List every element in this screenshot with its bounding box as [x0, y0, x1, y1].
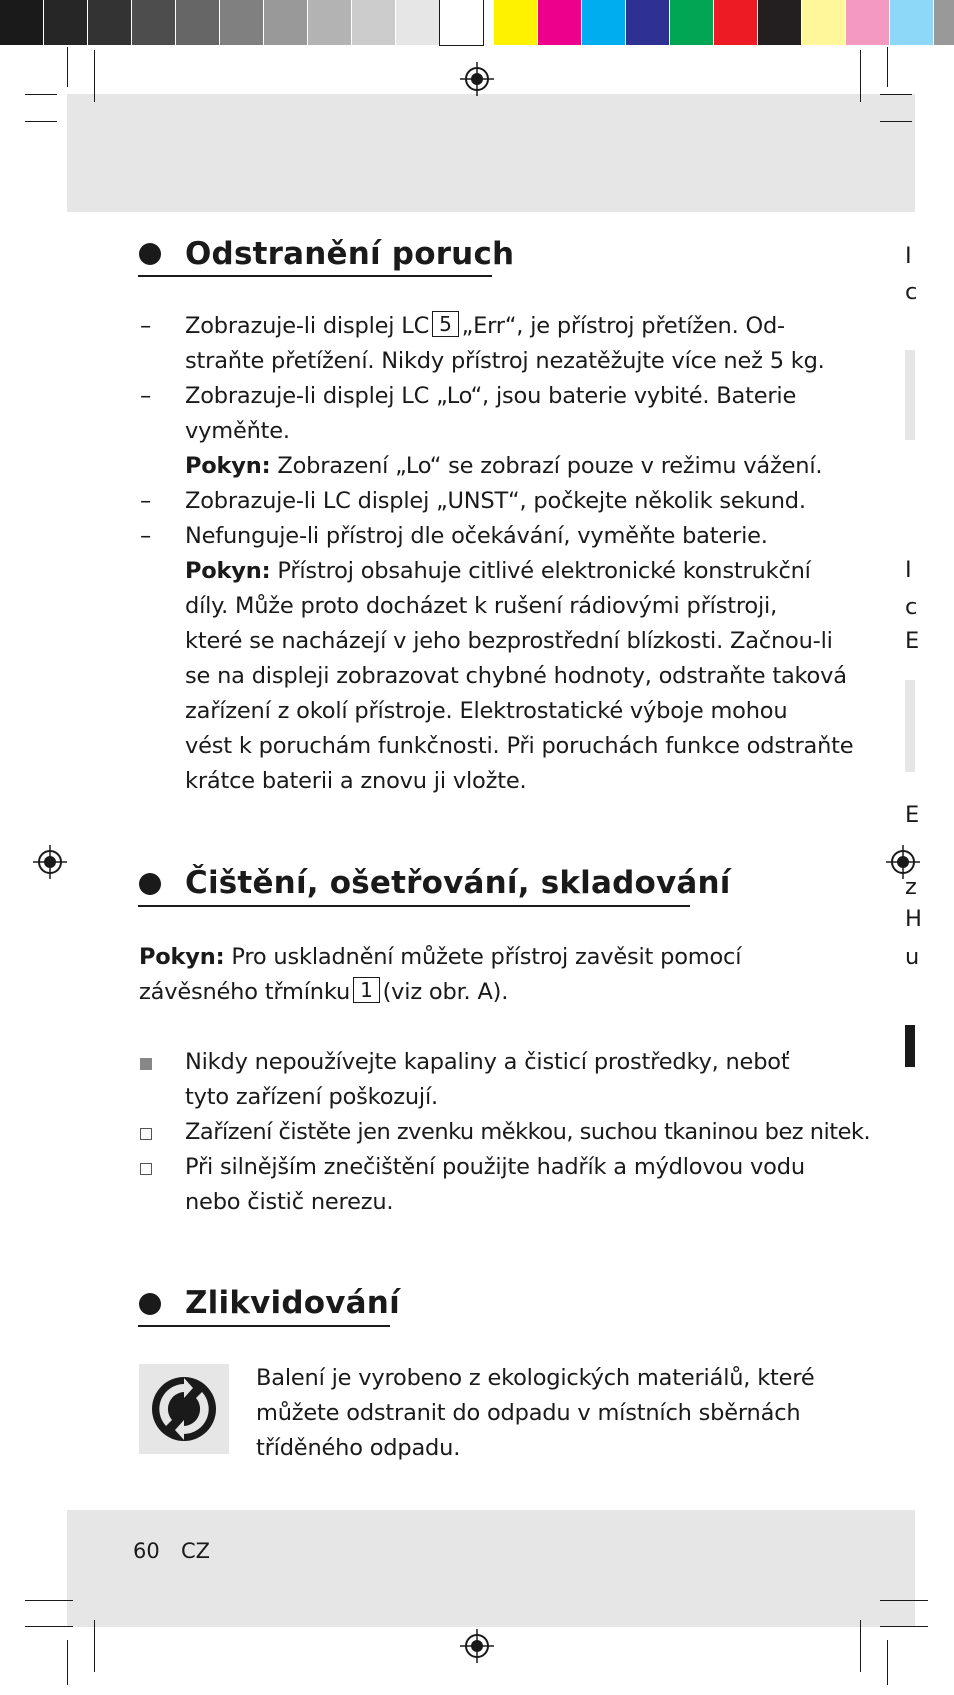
color-swatch: [802, 0, 845, 45]
heading-underline: [138, 905, 690, 907]
adjacent-page-fragment: z: [905, 874, 917, 900]
note-text: zařízení z okolí přístroje. Elektrostatické výboje mohou: [185, 698, 788, 724]
crop-mark: [67, 1640, 68, 1685]
color-swatch: [88, 0, 131, 45]
color-calibration-bar: [0, 0, 954, 47]
heading-bullet: [139, 243, 161, 265]
section-heading-disposal: Zlikvidování: [185, 1285, 400, 1321]
crop-mark: [25, 1626, 73, 1627]
crop-mark: [25, 1600, 73, 1601]
crop-mark: [94, 1620, 95, 1672]
list-item-text: Při silnějším znečištění použijte hadřík a mýdlovou vodu: [185, 1154, 805, 1180]
list-item-text: Nikdy nepoužívejte kapaliny a čisticí prostředky, neboť: [185, 1049, 790, 1075]
footer-band: [67, 1510, 915, 1627]
adjacent-page-fragment: c: [905, 279, 918, 305]
registration-mark-icon: [460, 62, 494, 96]
crop-mark: [880, 1600, 928, 1601]
bullet-empty-square-icon: [140, 1128, 152, 1140]
crop-mark: [880, 1626, 928, 1627]
heading-underline: [138, 275, 492, 277]
color-swatch: [176, 0, 219, 45]
bullet-filled-square-icon: [140, 1058, 152, 1070]
figure-ref-box: 5: [432, 311, 459, 337]
color-swatch: [132, 0, 175, 45]
note-text: Pokyn: Pro uskladnění můžete přístroj zavěsit pomocí: [139, 944, 742, 970]
figure-ref-box: 1: [353, 977, 380, 1003]
adjacent-page-fragment: I: [905, 243, 912, 269]
color-swatch: [0, 0, 43, 45]
list-dash: –: [140, 523, 152, 549]
list-item-text: Zařízení čistěte jen zvenku měkkou, suchou tkaninou bez nitek.: [185, 1119, 871, 1145]
color-swatch: [758, 0, 801, 45]
list-dash: –: [140, 488, 152, 514]
list-item-text: Zobrazuje-li displej LC „Lo“, jsou baterie vybité. Baterie: [185, 383, 797, 409]
color-swatch: [670, 0, 713, 45]
crop-mark: [887, 47, 888, 87]
page-number: 60: [133, 1539, 160, 1563]
note-text: díly. Může proto docházet k rušení rádiovými přístroji,: [185, 593, 778, 619]
language-code: CZ: [181, 1539, 211, 1563]
adjacent-page-fragment: u: [905, 944, 920, 970]
note-text: se na displeji zobrazovat chybné hodnoty, odstraňte taková: [185, 663, 847, 689]
list-item-text: nebo čistič nerezu.: [185, 1189, 394, 1215]
adjacent-page-fragment: E: [905, 802, 920, 828]
color-swatch: [220, 0, 263, 45]
disposal-text: tříděného odpadu.: [256, 1435, 461, 1461]
color-swatch: [846, 0, 889, 45]
color-swatch: [890, 0, 933, 45]
color-swatch: [626, 0, 669, 45]
list-item-text: vyměňte.: [185, 418, 290, 444]
list-item-text: Zobrazuje-li LC displej „UNST“, počkejte několik sekund.: [185, 488, 806, 514]
heading-bullet: [139, 1293, 161, 1315]
crop-mark: [880, 121, 912, 122]
adjacent-page-fragment: H: [905, 906, 922, 932]
color-swatch: [440, 0, 483, 45]
recycle-symbol-box: [139, 1364, 229, 1454]
green-dot-recycling-icon: [139, 1364, 229, 1454]
adjacent-page-fragment: c: [905, 594, 918, 620]
note-text: vést k poruchám funkčnosti. Při poruchách funkce odstraňte: [185, 733, 854, 759]
section-heading-troubleshooting: Odstranění poruch: [185, 236, 515, 272]
section-heading-cleaning: Čištění, ošetřování, skladování: [185, 865, 731, 901]
list-dash: –: [140, 313, 152, 339]
crop-mark: [880, 94, 912, 95]
note-text: závěsného třmínku 1 (viz obr. A).: [139, 978, 509, 1005]
color-swatch: [582, 0, 625, 45]
registration-mark-icon: [460, 1629, 494, 1663]
list-dash: –: [140, 383, 152, 409]
list-item-text: straňte přetížení. Nikdy přístroj nezatěžujte více než 5 kg.: [185, 348, 825, 374]
color-swatch: [352, 0, 395, 45]
color-swatch: [538, 0, 581, 45]
note-text: Pokyn: Přístroj obsahuje citlivé elektronické konstrukční: [185, 558, 811, 584]
adjacent-page-fragment: E: [905, 628, 920, 654]
color-swatch: [308, 0, 351, 45]
adjacent-page-fragment: I: [905, 557, 912, 583]
list-item-text: tyto zařízení poškozují.: [185, 1084, 438, 1110]
adjacent-page-box: [905, 350, 915, 440]
crop-mark: [25, 94, 57, 95]
color-swatch: [714, 0, 757, 45]
heading-underline: [138, 1325, 390, 1327]
list-item-text: Nefunguje-li přístroj dle očekávání, vyměňte baterie.: [185, 523, 768, 549]
heading-bullet: [139, 873, 161, 895]
crop-mark: [860, 50, 861, 102]
color-swatch: [494, 0, 537, 45]
list-item-text: Zobrazuje-li displej LC 5 „Err“, je přístroj přetížen. Od-: [185, 312, 785, 339]
note-text: které se nacházejí v jeho bezprostřední blízkosti. Začnou-li: [185, 628, 833, 654]
note-text: krátce baterii a znovu ji vložte.: [185, 768, 527, 794]
color-swatch: [934, 0, 954, 45]
color-swatch: [396, 0, 439, 45]
crop-mark: [67, 47, 68, 87]
adjacent-page-box: [905, 680, 915, 772]
registration-mark-icon: [33, 845, 67, 879]
color-swatch: [44, 0, 87, 45]
bullet-empty-square-icon: [140, 1163, 152, 1175]
crop-mark: [860, 1620, 861, 1672]
note-text: Pokyn: Zobrazení „Lo“ se zobrazí pouze v režimu vážení.: [185, 453, 823, 479]
adjacent-page-heading-marker: [905, 1025, 915, 1067]
disposal-text: Balení je vyrobeno z ekologických materiálů, které: [256, 1365, 815, 1391]
crop-mark: [94, 50, 95, 102]
crop-mark: [887, 1640, 888, 1685]
crop-mark: [25, 121, 57, 122]
color-swatch: [264, 0, 307, 45]
disposal-text: můžete odstranit do odpadu v místních sběrnách: [256, 1400, 801, 1426]
header-band: [67, 94, 915, 212]
